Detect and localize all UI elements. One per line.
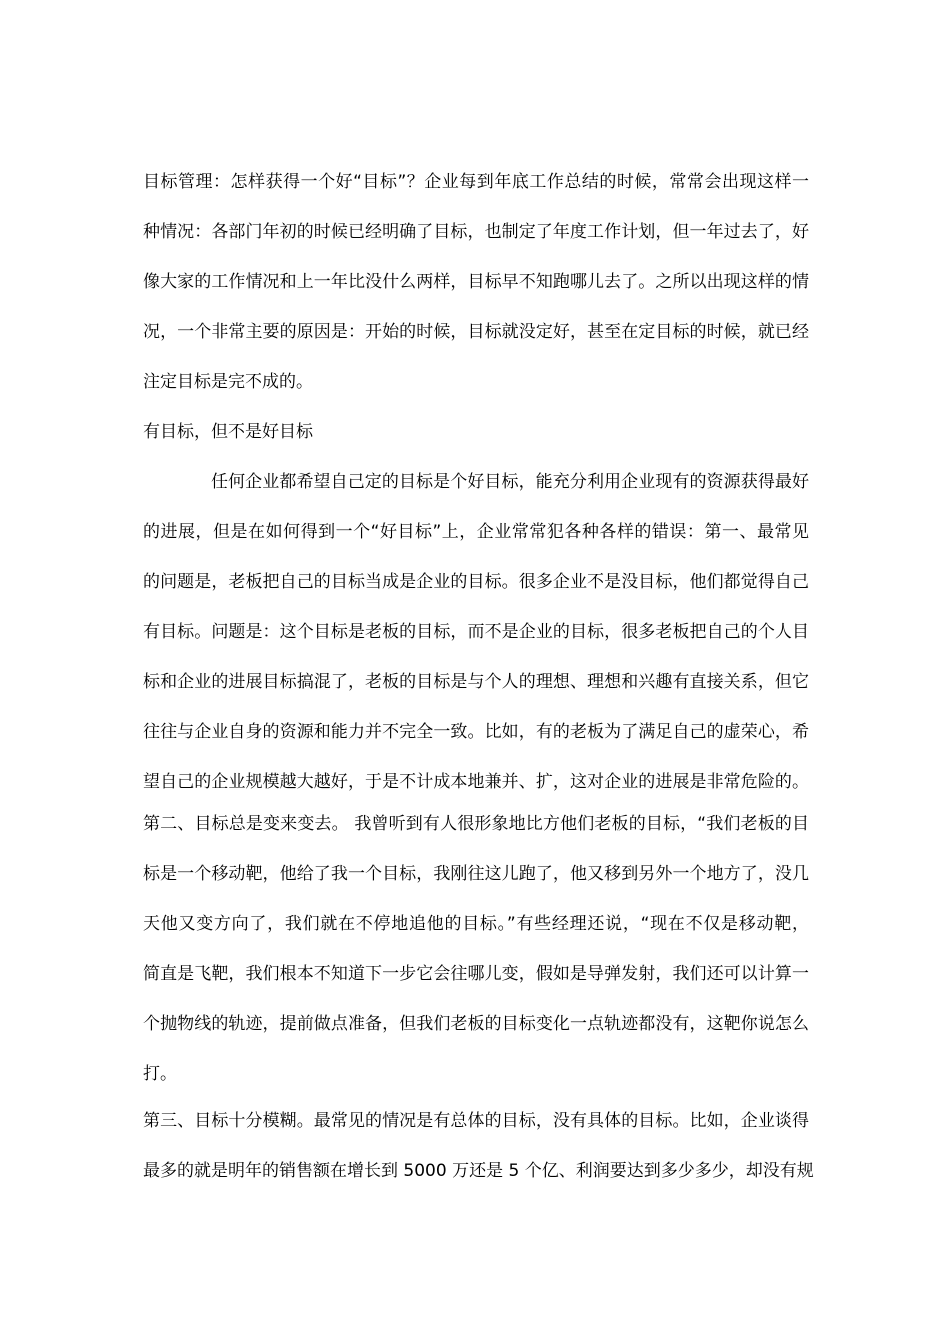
text-line: 的问题是，老板把自己的目标当成是企业的目标。很多企业不是没目标，他们都觉得自己	[143, 572, 809, 592]
text-line: 任何企业都希望自己定的目标是个好目标，能充分利用企业现有的资源获得最好	[211, 472, 809, 492]
text-line: 简直是飞靶，我们根本不知道下一步它会往哪儿变，假如是导弹发射，我们还可以计算一	[143, 964, 809, 984]
text-line: 个抛物线的轨迹，提前做点准备，但我们老板的目标变化一点轨迹都没有，这靶你说怎么	[143, 1014, 809, 1034]
text-line: 目标管理：怎样获得一个好“目标”？企业每到年底工作总结的时候，常常会出现这样一	[143, 172, 809, 192]
paragraph-intro	[143, 172, 809, 422]
text-line: 往往与企业自身的资源和能力并不完全一致。比如，有的老板为了满足自己的虚荣心，希	[143, 722, 809, 742]
text-line: 标是一个移动靶，他给了我一个目标，我刚往这儿跑了，他又移到另外一个地方了，没几	[143, 864, 809, 884]
text-line: 最多的就是明年的销售额在增长到 5000 万还是 5 个亿、利润要达到多少多少，却没有规	[143, 1161, 814, 1181]
text-line: 第二、目标总是变来变去。 我曾听到有人很形象地比方他们老板的目标，“我们老板的目	[143, 814, 809, 834]
text-line: 打。	[143, 1064, 177, 1084]
paragraph-second-mistake	[143, 814, 809, 1114]
paragraph-third-mistake	[143, 1111, 814, 1211]
text-line: 第三、目标十分模糊。最常见的情况是有总体的目标，没有具体的目标。比如，企业谈得	[143, 1111, 809, 1131]
text-line: 有目标。问题是：这个目标是老板的目标，而不是企业的目标，很多老板把自己的个人目	[143, 622, 809, 642]
text-line: 望自己的企业规模越大越好，于是不计成本地兼并、扩，这对企业的进展是非常危险的。	[143, 772, 809, 792]
text-line: 的进展，但是在如何得到一个“好目标”上，企业常常犯各种各样的错误：第一、最常见	[143, 522, 809, 542]
text-line: 种情况：各部门年初的时候已经明确了目标，也制定了年度工作计划，但一年过去了，好	[143, 222, 809, 242]
text-line: 标和企业的进展目标搞混了，老板的目标是与个人的理想、理想和兴趣有直接关系，但它	[143, 672, 809, 692]
text-line: 像大家的工作情况和上一年比没什么两样，目标早不知跑哪儿去了。之所以出现这样的情	[143, 272, 809, 292]
text-line: 天他又变方向了，我们就在不停地追他的目标。”有些经理还说，“现在不仅是移动靶，	[143, 914, 809, 934]
section-heading	[143, 422, 809, 472]
paragraph-first-mistake	[143, 472, 809, 822]
text-line: 注定目标是完不成的。	[143, 372, 313, 392]
text-line: 况，一个非常主要的原因是：开始的时候，目标就没定好，甚至在定目标的时候，就已经	[143, 322, 809, 342]
heading-text: 有目标，但不是好目标	[143, 422, 313, 442]
